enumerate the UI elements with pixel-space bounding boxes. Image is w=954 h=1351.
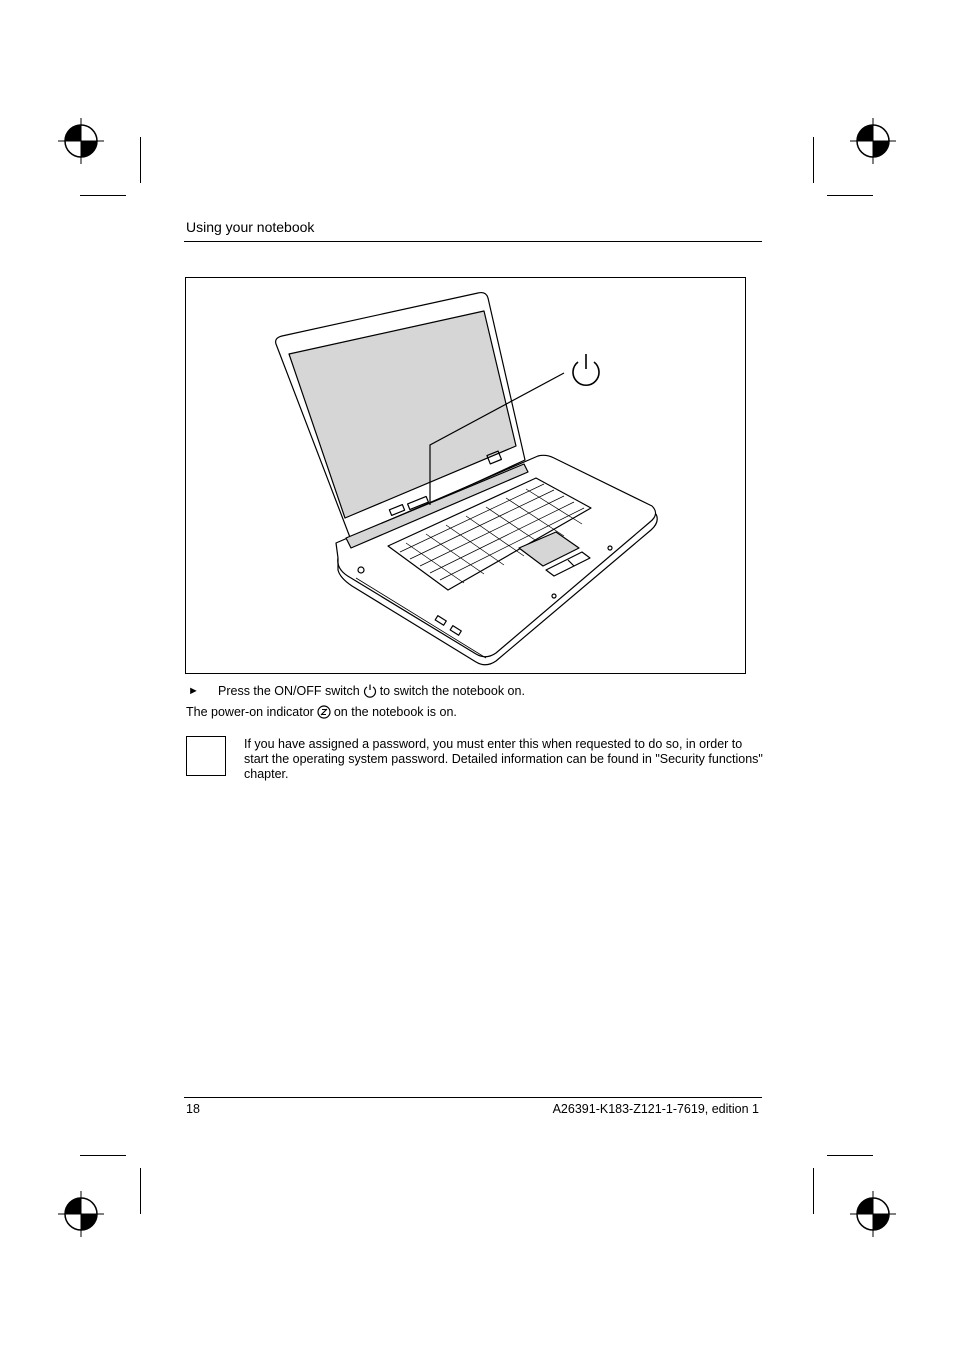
power-icon: [573, 354, 599, 385]
notebook-illustration: [185, 277, 746, 674]
bullet-marker: ►: [188, 685, 199, 697]
crop-line: [140, 1168, 141, 1214]
page-number: 18: [186, 1102, 200, 1116]
header-rule: [184, 241, 762, 242]
crop-line: [827, 1155, 873, 1156]
registration-mark-bottom-left: [58, 1191, 104, 1237]
crop-line: [827, 195, 873, 196]
note-text: If you have assigned a password, you must enter this when requested to do so, in order to start the operating system password. Detailed information can be found in "Security functions" chapter.: [244, 737, 763, 781]
notebook-drawing: [186, 278, 745, 673]
power-on-indicator-icon: [317, 705, 331, 719]
step-text-after: to switch the notebook on.: [379, 684, 525, 698]
crop-line: [80, 1155, 126, 1156]
footer-rule: [184, 1097, 762, 1098]
crop-line: [813, 1168, 814, 1214]
crop-line: [80, 195, 126, 196]
crop-line: [140, 137, 141, 183]
document-id: A26391-K183-Z121-1-7619, edition 1: [552, 1102, 759, 1116]
registration-mark-bottom-right: [850, 1191, 896, 1237]
registration-mark-top-left: [58, 118, 104, 164]
step-text-before: Press the ON/OFF switch: [218, 684, 360, 698]
instruction-step: [188, 684, 525, 698]
indicator-text-before: The power-on indicator: [186, 705, 314, 719]
page-header-title: Using your notebook: [186, 219, 315, 235]
power-icon: [363, 684, 377, 698]
registration-mark-top-right: [850, 118, 896, 164]
indicator-text-after: on the notebook is on.: [333, 705, 457, 719]
indicator-paragraph: [186, 705, 457, 719]
crop-line: [813, 137, 814, 183]
note-box: [186, 736, 226, 776]
